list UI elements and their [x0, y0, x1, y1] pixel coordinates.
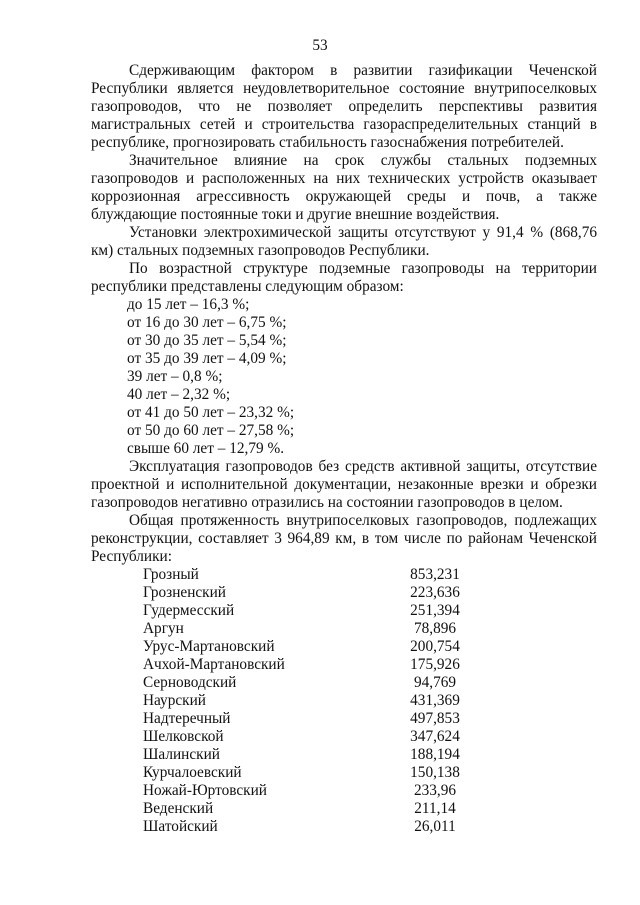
district-length: 233,96: [413, 782, 457, 799]
district-name: Курчалоевский: [143, 764, 242, 781]
list-item: 40 лет – 2,32 %;: [127, 386, 231, 403]
district-length: 853,231: [410, 566, 460, 583]
list-item: от 30 до 35 лет – 5,54 %;: [127, 332, 287, 349]
district-name: Серноводский: [143, 674, 237, 691]
district-name: Веденский: [143, 800, 214, 817]
district-length: 211,14: [414, 800, 456, 817]
district-name: Аргун: [143, 620, 184, 637]
list-item: до 15 лет – 16,3 %;: [127, 296, 250, 313]
district-name: Шалинский: [143, 746, 220, 763]
document-body: [91, 62, 597, 836]
list-item: от 16 до 30 лет – 6,75 %;: [127, 314, 287, 331]
district-length: 200,754: [410, 638, 460, 655]
district-name: Урус-Мартановский: [143, 638, 275, 655]
district-length: 188,194: [410, 746, 460, 763]
table-row: [143, 692, 473, 710]
district-name: Ачхой-Мартановский: [143, 656, 285, 673]
district-name: Шатойский: [143, 818, 218, 835]
district-table: [143, 566, 473, 836]
table-row: [143, 620, 473, 638]
table-row: [143, 584, 473, 602]
district-name: Грозный: [143, 566, 199, 583]
table-row: [143, 818, 473, 836]
table-row: [143, 602, 473, 620]
page-number: 53: [312, 37, 328, 54]
list-item: свыше 60 лет – 12,79 %.: [127, 440, 285, 457]
list-item: от 50 до 60 лет – 27,58 %;: [127, 422, 295, 439]
table-row: [143, 710, 473, 728]
district-length: 150,138: [410, 764, 460, 781]
district-name: Грозненский: [143, 584, 226, 601]
list-item: от 41 до 50 лет – 23,32 %;: [127, 404, 295, 421]
district-length: 26,011: [414, 818, 456, 835]
district-length: 78,896: [413, 620, 457, 637]
table-row: [143, 728, 473, 746]
paragraph-corrosion: Значительное влияние на срок службы стальных подземных газопроводов и расположенных на них технических устройств оказывает коррозионная агрессивность окружающей среды и почв, а также блуждающие постоянные токи и другие внешние воздействия.: [91, 152, 597, 223]
table-row: [143, 566, 473, 584]
list-item: от 35 до 39 лет – 4,09 %;: [127, 350, 287, 367]
district-name: Ножай-Юртовский: [143, 782, 267, 799]
table-row: [143, 674, 473, 692]
district-name: Надтеречный: [143, 710, 231, 727]
district-length: 223,636: [410, 584, 460, 601]
paragraph-protection: Установки электрохимической защиты отсутствуют у 91,4 % (868,76 км) стальных подземных газопроводов Республики.: [91, 224, 597, 259]
paragraph-gasification-factor: Сдерживающим фактором в развитии газификации Чеченской Республики является неудовлетворительное состояние внутрипоселковых газопроводов, что не позволяет определить перспективы развития магистральных сетей и строительства газораспределительных станций в республике, прогнозировать стабильность газоснабжения потребителей.: [91, 62, 597, 151]
table-row: [143, 656, 473, 674]
table-row: [143, 638, 473, 656]
district-name: Гудермесский: [143, 602, 235, 619]
district-name: Наурский: [143, 692, 206, 709]
district-length: 347,624: [410, 728, 460, 745]
district-length: 431,369: [410, 692, 460, 709]
list-item: 39 лет – 0,8 %;: [127, 368, 223, 385]
district-length: 251,394: [410, 602, 460, 619]
paragraph-total-length: Общая протяженность внутрипоселковых газопроводов, подлежащих реконструкции, составляет 3 964,89 км, в том числе по районам Чеченской Республики:: [91, 512, 597, 565]
table-row: [143, 800, 473, 818]
district-length: 497,853: [410, 710, 460, 727]
table-row: [143, 746, 473, 764]
age-structure-list: [91, 296, 597, 458]
table-row: [143, 764, 473, 782]
paragraph-operation: Эксплуатация газопроводов без средств активной защиты, отсутствие проектной и исполнительной документации, незаконные врезки и обрезки газопроводов негативно отразились на состоянии газопроводов в целом.: [91, 458, 597, 511]
district-length: 175,926: [410, 656, 460, 673]
district-length: 94,769: [413, 674, 457, 691]
district-name: Шелковской: [143, 728, 224, 745]
table-row: [143, 782, 473, 800]
paragraph-age-structure: По возрастной структуре подземные газопроводы на территории республики представлены следующим образом:: [91, 260, 597, 295]
